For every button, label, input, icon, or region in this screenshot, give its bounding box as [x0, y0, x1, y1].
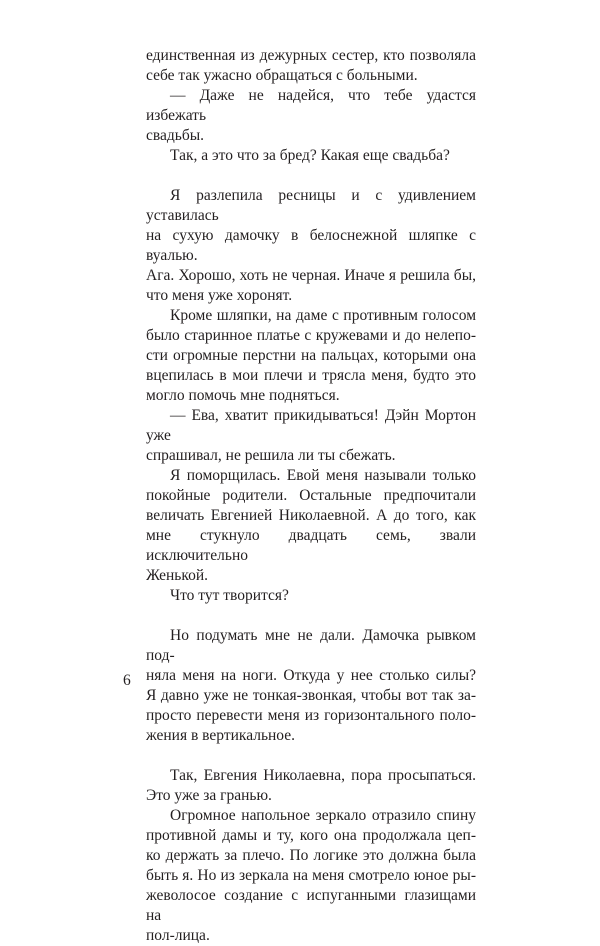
text-line: себе так ужасно обращаться с больными. [146, 67, 418, 84]
text-line: жеволосое создание с испуганными глазищами на [146, 887, 476, 924]
text-line: противной дамы и ту, кого она продолжала цеп- [146, 827, 476, 844]
text-line: Женькой. [146, 567, 209, 584]
text-line: вцепилась в мои плечи и трясла меня, будто это [146, 367, 476, 384]
section-gap [146, 606, 476, 626]
text-line: Это уже за гранью. [146, 787, 272, 804]
text-page [146, 46, 476, 946]
text-line: Что тут творится? [170, 587, 289, 604]
text-line: сти огромные перстни на пальцах, которыми она [146, 347, 476, 364]
section-gap [146, 746, 476, 766]
text-line: — Ева, хватит прикидываться! Дэйн Мортон уже [146, 407, 476, 444]
text-line: быть я. Но из зеркала на меня смотрело юное ры- [146, 867, 476, 884]
text-line: — Даже не надейся, что тебе удастся избежать [146, 87, 476, 124]
text-line: Я разлепила ресницы и с удивлением уставилась [146, 187, 476, 224]
text-line: Кроме шляпки, на даме с противным голосом [170, 307, 476, 324]
text-line: единственная из дежурных сестер, кто позволяла [146, 47, 476, 64]
text-line: что меня уже хоронят. [146, 287, 293, 304]
text-line: Но подумать мне не дали. Дамочка рывком под- [146, 627, 476, 664]
text-line: величать Евгенией Николаевной. А до того, как [146, 507, 476, 524]
text-line: Я давно уже не тонкая-звонкая, чтобы вот так за- [146, 687, 476, 704]
text-line: Ага. Хорошо, хоть не черная. Иначе я решила бы, [146, 267, 476, 284]
text-line: Так, а это что за бред? Какая еще свадьба? [170, 147, 450, 164]
text-line: пол-лица. [146, 927, 210, 944]
text-line: было старинное платье с кружевами и до нелепо- [146, 327, 476, 344]
text-line: Огромное напольное зеркало отразило спину [170, 807, 476, 824]
text-line: Я поморщилась. Евой меня называли только [170, 467, 476, 484]
page-number: 6 [123, 672, 131, 689]
text-line: на сухую дамочку в белоснежной шляпке с вуалью. [146, 227, 476, 264]
text-line: спрашивал, не решила ли ты сбежать. [146, 447, 396, 464]
text-line: жения в вертикальное. [146, 727, 295, 744]
section-gap [146, 166, 476, 186]
text-line: покойные родители. Остальные предпочитали [146, 487, 476, 504]
text-line: мне стукнуло двадцать семь, звали исключительно [146, 527, 476, 564]
text-line: просто перевести меня из горизонтального поло- [146, 707, 476, 724]
text-line: няла меня на ноги. Откуда у нее столько силы? [146, 667, 476, 684]
text-line: могло помочь мне подняться. [146, 387, 340, 404]
text-line: ко держать за плечо. По логике это должна была [146, 847, 476, 864]
text-line: свадьбы. [146, 127, 205, 144]
text-line: Так, Евгения Николаевна, пора просыпаться. [170, 767, 476, 784]
